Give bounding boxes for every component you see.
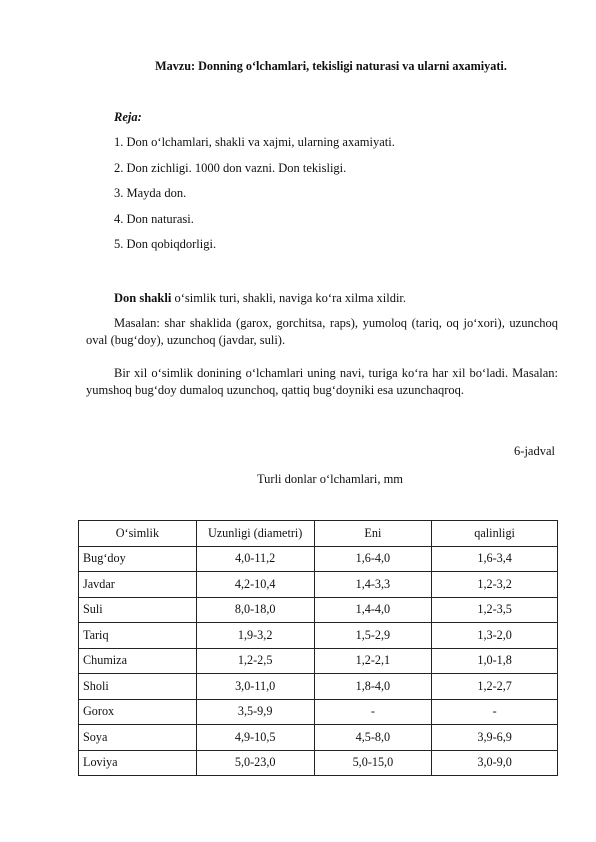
table-cell: 5,0-15,0: [314, 750, 432, 776]
table-cell: Soya: [79, 725, 197, 751]
paragraph-grain-shape: [86, 290, 558, 307]
plan-list: [114, 135, 395, 263]
table-row: [79, 699, 558, 725]
column-header: Eni: [314, 521, 432, 547]
table-cell: 8,0-18,0: [196, 597, 314, 623]
table-row: [79, 674, 558, 700]
table-cell: 1,2-2,5: [196, 648, 314, 674]
column-header: Uzunligi (diametri): [196, 521, 314, 547]
table-cell: 1,2-2,1: [314, 648, 432, 674]
paragraph-variety: Bir xil o‘simlik donining o‘lchamlari uning navi, turiga ko‘ra har xil bo‘ladi. Masalan: yumshoq bug‘doy dumaloq uzunchoq, qattiq bug‘doyniki esa uzunchaqroq.: [86, 366, 558, 397]
table-cell: 1,9-3,2: [196, 623, 314, 649]
table-header-row: [79, 521, 558, 547]
plan-item: 3. Mayda don.: [114, 186, 187, 200]
table-cell: 3,9-6,9: [432, 725, 558, 751]
column-header: O‘simlik: [79, 521, 197, 547]
table-cell: 3,0-11,0: [196, 674, 314, 700]
table-row: [79, 725, 558, 751]
table-cell: Bug‘doy: [79, 546, 197, 572]
table-cell: 1,5-2,9: [314, 623, 432, 649]
table-cell: 1,2-2,7: [432, 674, 558, 700]
table-cell: -: [314, 699, 432, 725]
plan-item: 1. Don o‘lchamlari, shakli va xajmi, ularning axamiyati.: [114, 135, 395, 149]
table-cell: 1,3-2,0: [432, 623, 558, 649]
document-title: Mavzu: Donning o‘lchamlari, tekisligi naturasi va ularni axamiyati.: [155, 59, 507, 73]
table-cell: 1,8-4,0: [314, 674, 432, 700]
plan-item: 2. Don zichligi. 1000 don vazni. Don tekisligi.: [114, 160, 347, 175]
table-cell: 5,0-23,0: [196, 750, 314, 776]
table-cell: 1,2-3,5: [432, 597, 558, 623]
table-cell: Sholi: [79, 674, 197, 700]
table-cell: 3,5-9,9: [196, 699, 314, 725]
table-cell: 3,0-9,0: [432, 750, 558, 776]
table-cell: Chumiza: [79, 648, 197, 674]
column-header: qalinligi: [432, 521, 558, 547]
table-row: [79, 648, 558, 674]
table-cell: 4,5-8,0: [314, 725, 432, 751]
table-cell: 1,6-3,4: [432, 546, 558, 572]
table-label: 6-jadval: [514, 444, 555, 458]
table-cell: Tariq: [79, 623, 197, 649]
paragraph-examples: Masalan: shar shaklida (garox, gorchitsa, raps), yumoloq (tariq, oq jo‘xori), uzunchoq oval (bug‘doy), uzunchoq (javdar, suli).: [86, 316, 558, 347]
table-cell: 1,0-1,8: [432, 648, 558, 674]
table-row: [79, 546, 558, 572]
table-cell: Suli: [79, 597, 197, 623]
table-cell: 1,6-4,0: [314, 546, 432, 572]
table-cell: Loviya: [79, 750, 197, 776]
table-row: [79, 572, 558, 598]
paragraph-text: o‘simlik turi, shakli, naviga ko‘ra xilma xildir.: [171, 291, 407, 305]
table-caption: Turli donlar o‘lchamlari, mm: [256, 472, 404, 486]
table-cell: 4,2-10,4: [196, 572, 314, 598]
table-cell: 4,0-11,2: [196, 546, 314, 572]
table-cell: Gorox: [79, 699, 197, 725]
table-cell: -: [432, 699, 558, 725]
table-cell: 1,2-3,2: [432, 572, 558, 598]
term-don-shakli: Don shakli: [114, 291, 172, 305]
table-row: [79, 623, 558, 649]
table-cell: 1,4-4,0: [314, 597, 432, 623]
plan-item: 5. Don qobiqdorligi.: [114, 237, 217, 251]
plan-item: 4. Don naturasi.: [114, 211, 194, 226]
table-cell: Javdar: [79, 572, 197, 598]
table-cell: 4,9-10,5: [196, 725, 314, 751]
grain-dimensions-table: [78, 520, 558, 776]
table-row: [79, 750, 558, 776]
table-cell: 1,4-3,3: [314, 572, 432, 598]
plan-heading: Reja:: [114, 110, 142, 124]
table-row: [79, 597, 558, 623]
